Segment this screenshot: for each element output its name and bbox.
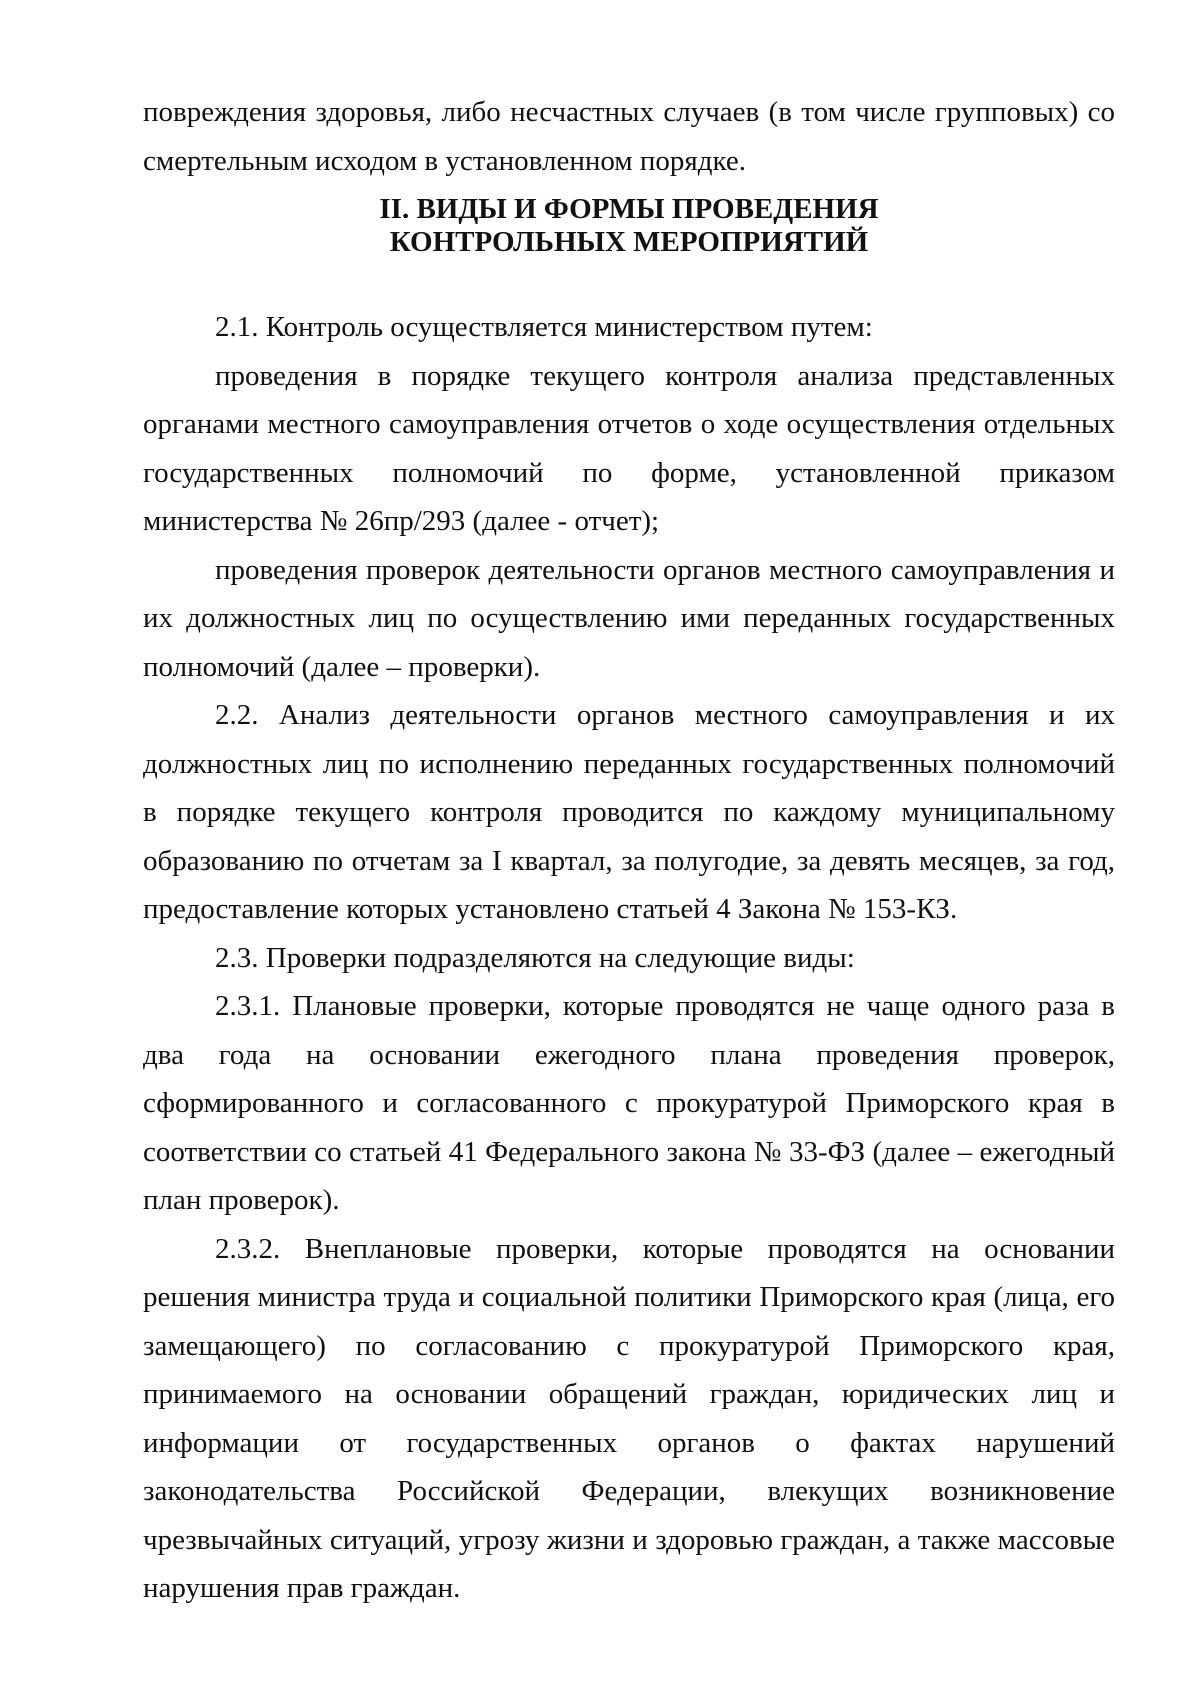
paragraph-2-3: 2.3. Проверки подразделяются на следующие виды:	[215, 941, 855, 974]
document-page	[143, 88, 1115, 1613]
paragraph-2-1-b: проведения проверок деятельности органов местного самоуправления и их должностных лиц по осуществлению ими переданных государственных полномочий (далее – проверки).	[143, 553, 1115, 683]
section-heading-line-1: II. ВИДЫ И ФОРМЫ ПРОВЕДЕНИЯ	[379, 193, 879, 225]
intro-paragraph: повреждения здоровья, либо несчастных случаев (в том числе групповых) со смертельным исходом в установленном порядке.	[143, 96, 1115, 177]
paragraph-2-2: 2.2. Анализ деятельности органов местного самоуправления и их должностных лиц по исполнению переданных государственных полномочий в порядке текущего контроля проводится по каждому муниципальному образованию по отчетам за I квартал, за полугодие, за девять месяцев, за год, предоставление которых установлено статьей 4 Закона № 153-КЗ.	[143, 699, 1115, 925]
paragraph-2-3-2: 2.3.2. Внеплановые проверки, которые проводятся на основании решения министра труда и социальной политики Приморского края (лица, его замещающего) по согласованию с прокуратурой Приморского края, принимаемого на основании обращений граждан, юридических лиц и информации от государственных органов о фактах нарушений законодательства Российской Федерации, влекущих возникновение чрезвычайных ситуаций, угрозу жизни и здоровью граждан, а также массовые нарушения прав граждан.	[143, 1232, 1115, 1604]
paragraph-2-3-1: 2.3.1. Плановые проверки, которые проводятся не чаще одного раза в два года на основании ежегодного плана проведения проверок, сформированного и согласованного с прокуратурой Приморского края в соответствии со статьей 41 Федерального закона № 33-ФЗ (далее – ежегодный план проверок).	[143, 990, 1115, 1216]
paragraph-2-1: 2.1. Контроль осуществляется министерством путем:	[215, 311, 873, 343]
section-heading-line-2: КОНТРОЛЬНЫХ МЕРОПРИЯТИЙ	[389, 226, 869, 258]
paragraph-2-1-a: проведения в порядке текущего контроля анализа представленных органами местного самоуправления отчетов о ходе осуществления отдельных государственных полномочий по форме, установленной приказом министерства № 26пр/293 (далее - отчет);	[143, 359, 1115, 537]
section-heading	[143, 193, 1115, 259]
